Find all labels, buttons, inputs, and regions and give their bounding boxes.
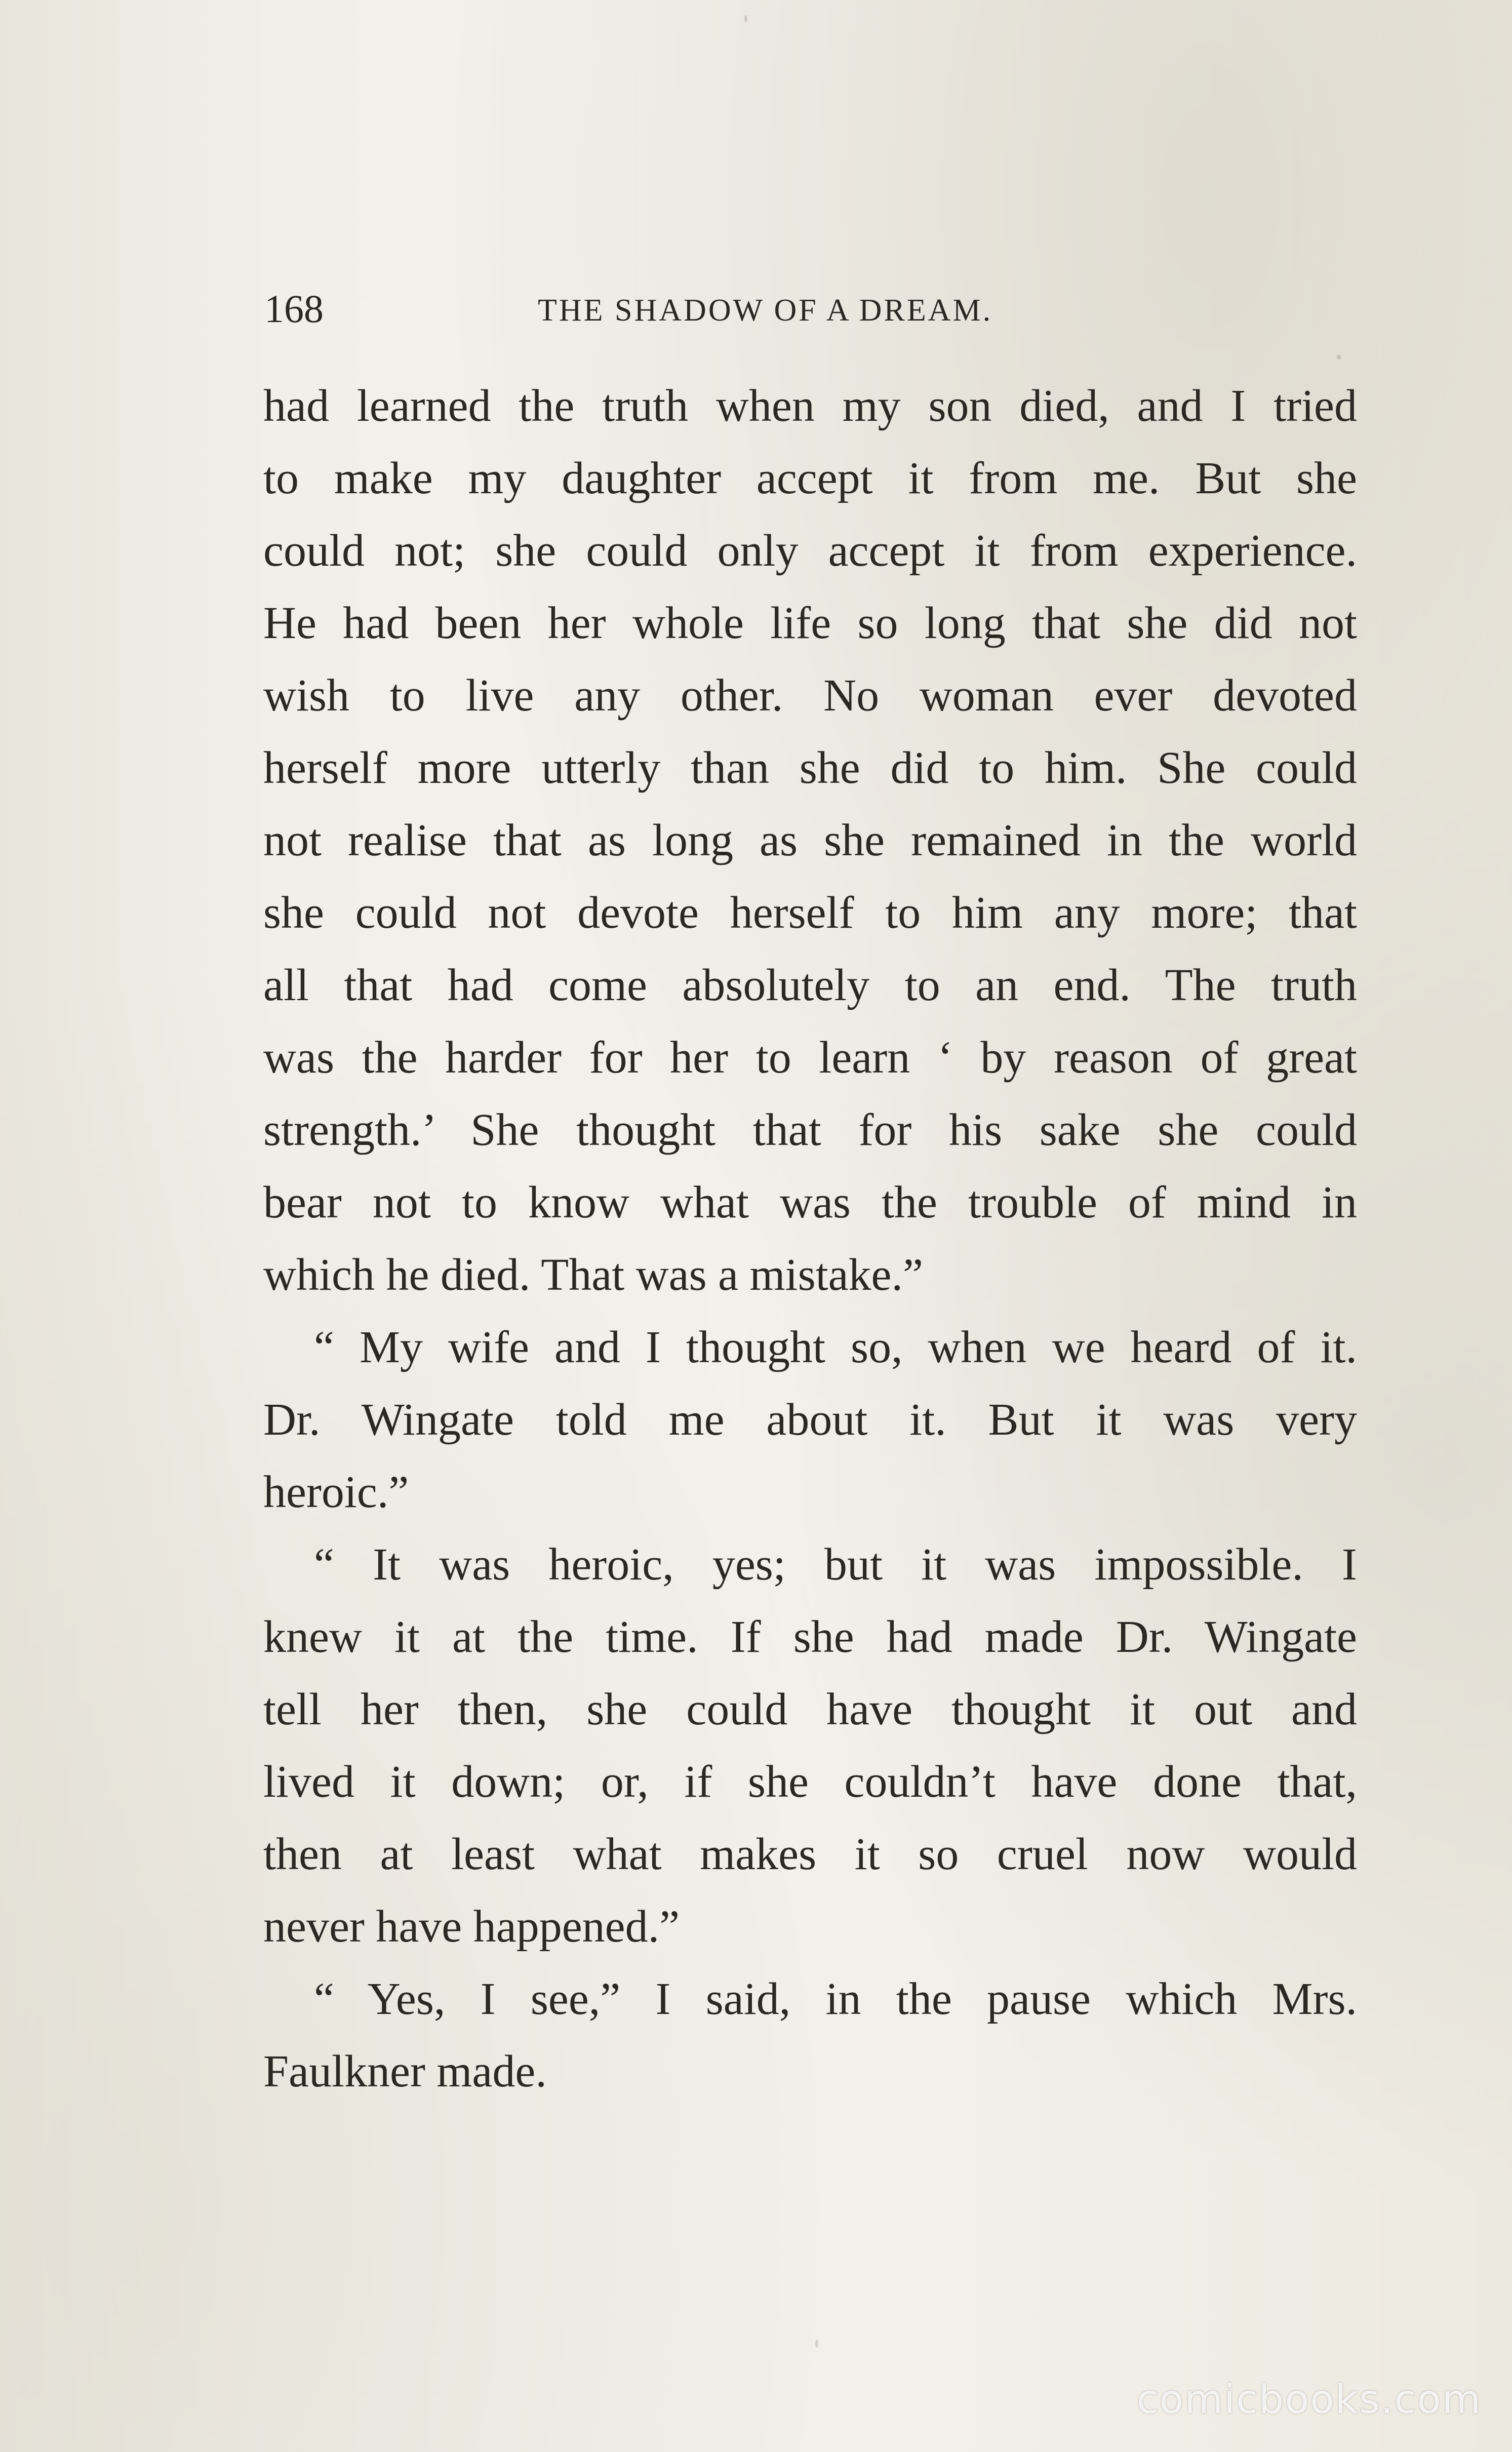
body-text [263,370,1357,2108]
paper-speck [815,2340,818,2348]
text-line: “ It was heroic, yes; but it was impossible. I [314,1539,1357,1590]
page-number: 168 [264,287,324,331]
text-line: lived it down; or, if she couldn’t have done that, [263,1757,1357,1807]
text-line: she could not devote herself to him any more; that [263,888,1357,938]
running-title: THE SHADOW OF A DREAM. [538,293,993,328]
text-line: never have happened.” [263,1902,680,1952]
text-line: Faulkner made. [263,2046,547,2097]
text-line: strength.’ She thought that for his sake she could [263,1105,1357,1155]
text-line: all that had come absolutely to an end. The truth [263,960,1357,1010]
text-line: could not; she could only accept it from experience. [263,526,1357,576]
text-line: had learned the truth when my son died, and I tried [263,381,1357,431]
paper-speck [1337,354,1341,360]
watermark: comicbooks.com [1136,2377,1482,2423]
text-line: which he died. That was a mistake.” [263,1250,923,1300]
text-line: wish to live any other. No woman ever devoted [263,670,1357,721]
text-line: knew it at the time. If she had made Dr. Wingate [263,1612,1357,1662]
text-line: herself more utterly than she did to him. She could [263,743,1357,793]
text-line: He had been her whole life so long that she did not [263,598,1357,648]
text-line: Dr. Wingate told me about it. But it was very [263,1395,1357,1445]
text-line: was the harder for her to learn ‘ by reason of great [263,1033,1357,1083]
text-line: heroic.” [263,1467,409,1517]
text-line: “ Yes, I see,” I said, in the pause which Mrs. [314,1974,1357,2024]
text-line: to make my daughter accept it from me. But she [263,453,1357,503]
text-line: bear not to know what was the trouble of mind in [263,1177,1357,1228]
text-line: not realise that as long as she remained in the world [263,815,1357,865]
text-line: “ My wife and I thought so, when we heard of it. [314,1322,1357,1372]
running-head [264,284,1358,334]
text-line: then at least what makes it so cruel now would [263,1829,1357,1879]
paper-speck [744,15,747,22]
text-line: tell her then, she could have thought it out and [263,1684,1357,1734]
